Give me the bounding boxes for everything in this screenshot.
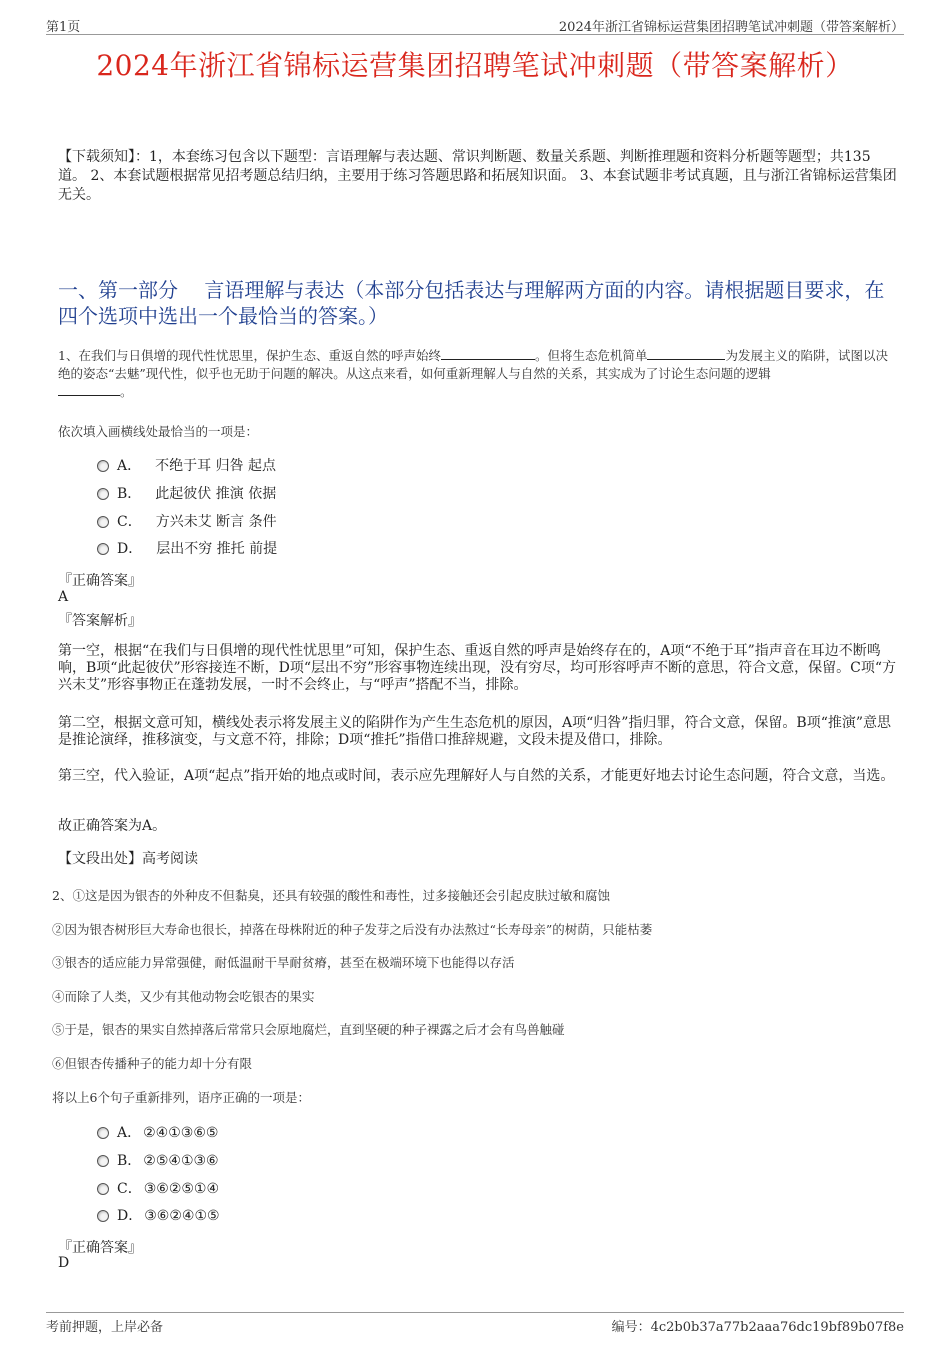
radio-icon[interactable]	[97, 543, 109, 555]
q1-answer: A	[58, 589, 69, 605]
radio-icon[interactable]	[97, 516, 109, 528]
q2-option-d[interactable]: D． ③⑥②④①⑤	[97, 1206, 220, 1226]
radio-icon[interactable]	[97, 1127, 109, 1139]
q1-stem: 1、在我们与日俱增的现代性忧思里，保护生态、重返自然的呼声始终 。但将生态危机简单 为发展主义的陷阱，试图以决绝的姿态“去魅”现代性，似乎也无助于问题的解决。从这点来看，如何重新理解人与自然的关系，其实成为了讨论生态问题的逻辑 。	[58, 348, 888, 399]
q2-sentence-2: ②因为银杏树形巨大寿命也很长，掉落在母株附近的种子发芽之后没有办法熬过“长寿母亲”的树荫，只能枯萎	[52, 922, 653, 937]
q1-analysis-2: 第二空，根据文意可知，横线处表示将发展主义的陷阱作为产生生态危机的原因，A项“归咎”指归罪，符合文意，保留。B项“推演”意思是推论演绎，推移演变，与文意不符，排除；D项“推托”指借口推辞规避，文段未提及借口，排除。	[58, 715, 892, 748]
header-doc-title: 2024年浙江省锦标运营集团招聘笔试冲刺题（带答案解析）	[558, 20, 904, 35]
document-title: 2024年浙江省锦标运营集团招聘笔试冲刺题（带答案解析）	[96, 49, 854, 82]
q2-option-b[interactable]: B． ②⑤④①③⑥	[97, 1151, 219, 1171]
q1-analysis-4: 故正确答案为A。	[58, 818, 167, 834]
download-notice: 【下载须知】：1，本套练习包含以下题型：言语理解与表达题、常识判断题、数量关系题、判断推理题和资料分析题等题型；共135道。 2、本套试题根据常见招考题总结归纳，主要用于练习答题思路和拓展知识面。 3、本套试题非考试真题，且与浙江省锦标运营集团无关。	[58, 149, 897, 203]
radio-icon[interactable]	[97, 1210, 109, 1222]
q1-blank-1	[441, 347, 535, 360]
q2-prompt: 将以上6个句子重新排列，语序正确的一项是：	[52, 1090, 310, 1105]
page-number: 第1页	[46, 20, 81, 35]
q2-sentence-1: 2、①这是因为银杏的外种皮不但黏臭，还具有较强的酸性和毒性，过多接触还会引起皮肤过敏和腐蚀	[52, 888, 610, 903]
q1-answer-label: 『正确答案』	[58, 573, 142, 589]
radio-icon[interactable]	[97, 1155, 109, 1167]
q2-sentence-6: ⑥但银杏传播种子的能力却十分有限	[52, 1056, 253, 1071]
page-footer	[46, 1312, 904, 1333]
q2-sentence-5: ⑤于是，银杏的果实自然掉落后常常只会原地腐烂，直到坚硬的种子裸露之后才会有鸟兽触碰	[52, 1022, 565, 1037]
q1-option-a[interactable]: A． 不绝于耳 归咎 起点	[97, 456, 276, 476]
q1-option-c[interactable]: C． 方兴未艾 断言 条件	[97, 512, 277, 532]
q2-sentence-4: ④而除了人类，又少有其他动物会吃银杏的果实	[52, 989, 315, 1004]
q1-analysis-label: 『答案解析』	[58, 613, 142, 629]
q1-option-d[interactable]: D． 层出不穷 推托 前提	[97, 539, 277, 559]
radio-icon[interactable]	[97, 488, 109, 500]
radio-icon[interactable]	[97, 1183, 109, 1195]
q1-source: 【文段出处】高考阅读	[58, 851, 198, 867]
q1-analysis-1: 第一空，根据“在我们与日俱增的现代性忧思里”可知，保护生态、重返自然的呼声是始终存在的，A项“不绝于耳”指声音在耳边不断鸣响，B项“此起彼伏”形容接连不断，D项“层出不穷”形容事物连续出现，没有穷尽，均可形容呼声不断的意思，符合文意，保留。C项“方兴未艾”形容事物正在蓬勃发展，一时不会终止，与“呼声”搭配不当，排除。	[58, 643, 897, 693]
radio-icon[interactable]	[97, 460, 109, 472]
q1-blank-3	[58, 383, 120, 396]
q1-analysis-3: 第三空，代入验证，A项“起点”指开始的地点或时间，表示应先理解好人与自然的关系，才能更好地去讨论生态问题，符合文意，当选。	[58, 768, 895, 784]
footer-slogan: 考前押题，上岸必备	[46, 1320, 164, 1335]
q1-blank-2	[647, 347, 725, 360]
footer-doc-id: 编号：4c2b0b37a77b2aaa76dc19bf89b07f8e	[611, 1320, 904, 1335]
q2-answer: D	[58, 1255, 70, 1271]
q2-sentence-3: ③银杏的适应能力异常强健，耐低温耐干旱耐贫瘠，甚至在极端环境下也能得以存活	[52, 955, 515, 970]
q2-option-c[interactable]: C． ③⑥②⑤①④	[97, 1179, 219, 1199]
section-title: 一、第一部分 言语理解与表达（本部分包括表达与理解两方面的内容。请根据题目要求，在四个选项中选出一个最恰当的答案。）	[58, 278, 885, 328]
q1-prompt: 依次填入画横线处最恰当的一项是：	[58, 424, 259, 439]
q2-answer-label: 『正确答案』	[58, 1240, 142, 1256]
q2-option-a[interactable]: A． ②④①③⑥⑤	[97, 1123, 218, 1143]
q1-option-b[interactable]: B． 此起彼伏 推演 依据	[97, 484, 276, 504]
page-header	[46, 14, 904, 35]
